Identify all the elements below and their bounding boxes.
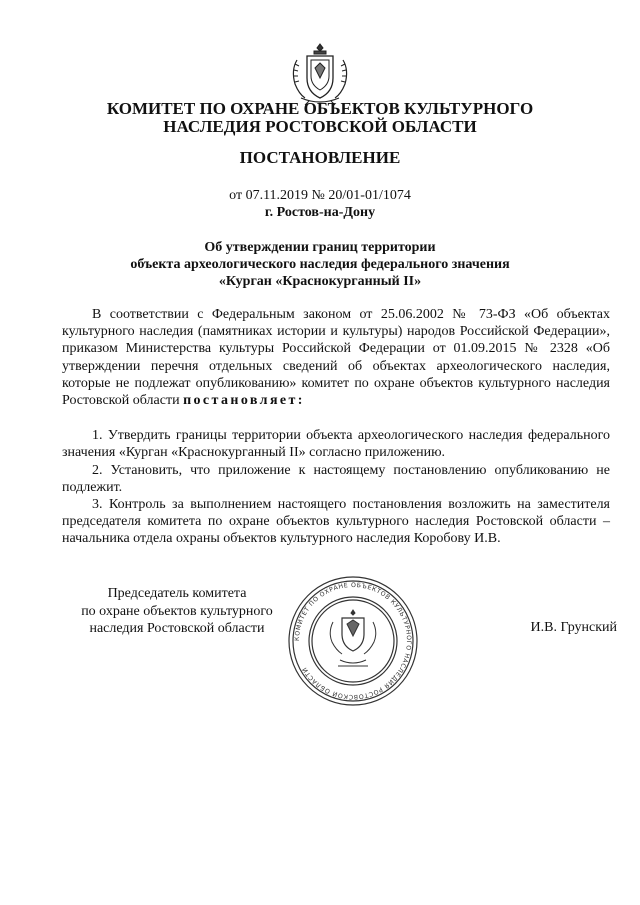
seal-text: КОМИТЕТ ПО ОХРАНЕ ОБЪЕКТОВ КУЛЬТУРНОГО НАСЛЕДИЯ РОСТОВСКОЙ ОБЛАСТИ xyxy=(293,581,413,701)
document-body xyxy=(62,306,610,548)
subject-line-1: Об утверждении границ территории xyxy=(204,240,436,255)
preamble-text: В соответствии с Федеральным законом от 25.06.2002 № 73-ФЗ «Об объектах культурного наследия (памятниках истории и культуры) народов Российской Федерации», приказом Министерства культуры Российской Федерации от 01.09.2015 № 2328 «Об утверждении перечня отдельных сведений об объектах археологического наследия, которые не подлежат опубликованию» комитет по охране объектов культурного наследия Ростовской области xyxy=(62,307,610,409)
signatory-title-line-2: по охране объектов культурного xyxy=(81,603,273,619)
signatory-name: И.В. Грунский xyxy=(530,620,617,635)
document-type: ПОСТАНОВЛЕНИЕ xyxy=(239,148,401,167)
document-subject xyxy=(0,239,640,290)
coat-of-arms-icon xyxy=(289,42,351,106)
subject-line-3: «Курган «Краснокурганный II» xyxy=(218,274,422,289)
org-line-2: НАСЛЕДИЯ РОСТОВСКОЙ ОБЛАСТИ xyxy=(163,117,477,136)
resolves-word: постановляет: xyxy=(183,393,305,409)
signatory-title-line-1: Председатель комитета xyxy=(107,586,247,601)
signatory-title xyxy=(62,585,292,638)
item-3: 3. Контроль за выполнением настоящего постановления возложить на заместителя председателя комитета по охране объектов культурного наследия Ростовской области – начальника отдела охраны объектов культурного наследия Коробову И.В. xyxy=(62,497,610,547)
preamble-paragraph xyxy=(62,306,610,409)
signatory-title-line-3: наследия Ростовской области xyxy=(89,621,265,636)
official-seal-stamp xyxy=(286,574,420,708)
item-2: 2. Установить, что приложение к настоящему постановлению опубликованию не подлежит. xyxy=(62,462,610,495)
item-1: 1. Утвердить границы территории объекта археологического наследия федерального значения «Курган «Краснокурганный II» согласно приложению. xyxy=(62,428,610,461)
date-and-number-block xyxy=(0,187,640,221)
subject-line-2: объекта археологического наследия федерального значения xyxy=(130,257,510,272)
org-line-1: КОМИТЕТ ПО ОХРАНЕ ОБЪЕКТОВ КУЛЬТУРНОГО xyxy=(106,99,534,118)
city: г. Ростов-на-Дону xyxy=(264,205,376,220)
organization-name xyxy=(0,100,640,136)
date-number: от 07.11.2019 № 20/01-01/1074 xyxy=(229,188,411,203)
